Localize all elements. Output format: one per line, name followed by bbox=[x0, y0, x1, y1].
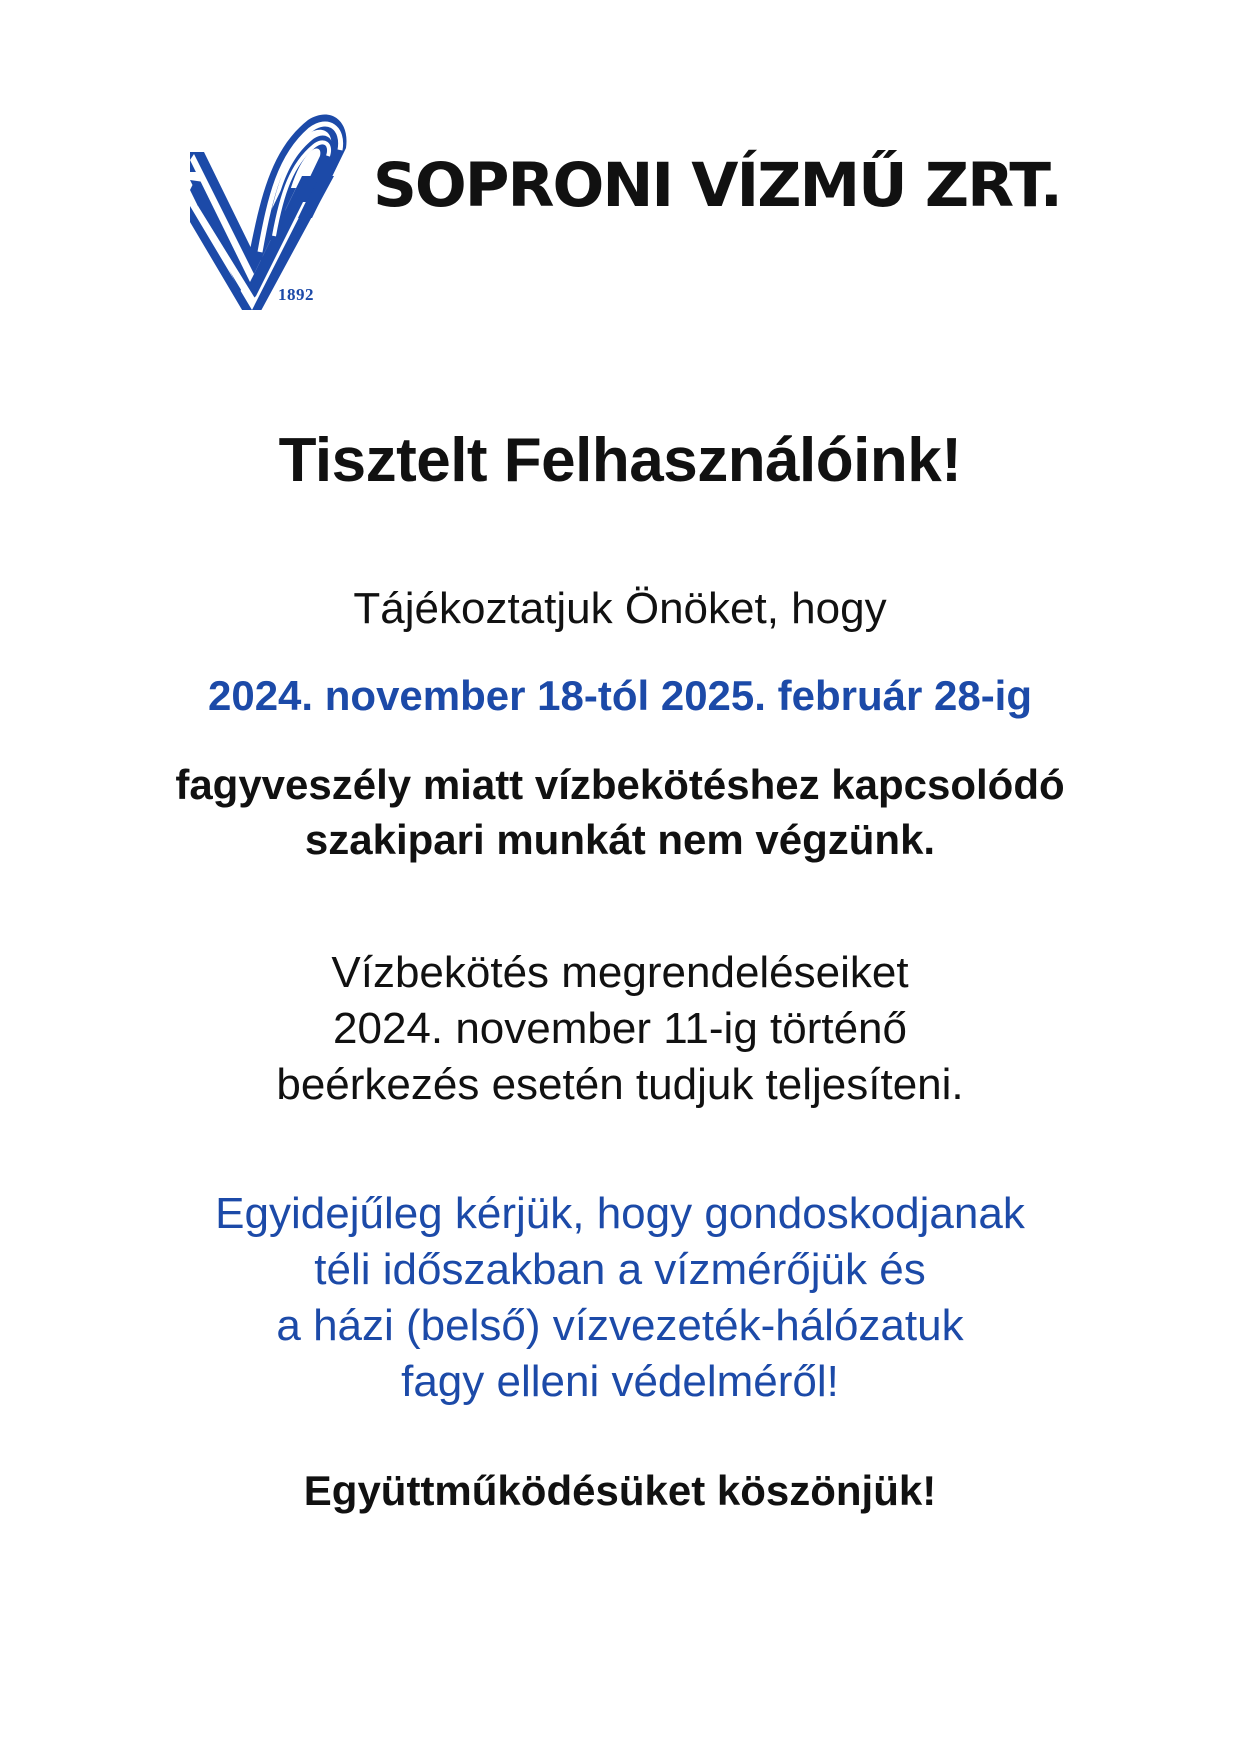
request-line: a házi (belső) vízvezeték-hálózatuk bbox=[276, 1301, 964, 1350]
notice-line: szakipari munkát nem végzünk. bbox=[304, 816, 936, 863]
v-wave-logo-icon bbox=[190, 110, 350, 310]
notice-body bbox=[0, 426, 1240, 1514]
work-suspension-notice bbox=[0, 757, 1240, 867]
request-line: Egyidejűleg kérjük, hogy gondoskodjanak bbox=[215, 1189, 1025, 1238]
request-line: téli időszakban a vízmérőjük és bbox=[314, 1245, 926, 1294]
letterhead bbox=[190, 110, 1061, 310]
frost-protection-request bbox=[0, 1186, 1240, 1410]
order-deadline-text bbox=[0, 945, 1240, 1113]
thanks-closing: Együttműködésüket köszönjük! bbox=[303, 1467, 937, 1514]
request-line: fagy elleni védelméről! bbox=[401, 1357, 839, 1406]
orders-line: beérkezés esetén tudjuk teljesíteni. bbox=[276, 1060, 964, 1109]
greeting-heading: Tisztelt Felhasználóink! bbox=[278, 426, 962, 495]
orders-line: 2024. november 11-ig történő bbox=[333, 1004, 907, 1053]
logo-founding-year: 1892 bbox=[278, 285, 314, 304]
intro-text: Tájékoztatjuk Önöket, hogy bbox=[353, 584, 887, 633]
date-range: 2024. november 18-tól 2025. február 28-ig bbox=[207, 672, 1033, 719]
notice-line: fagyveszély miatt vízbekötéshez kapcsolódó bbox=[175, 761, 1065, 808]
company-name: SOPRONI VÍZMŰ ZRT. bbox=[373, 150, 1061, 221]
company-logo bbox=[190, 110, 350, 310]
orders-line: Vízbekötés megrendeléseiket bbox=[331, 948, 909, 997]
